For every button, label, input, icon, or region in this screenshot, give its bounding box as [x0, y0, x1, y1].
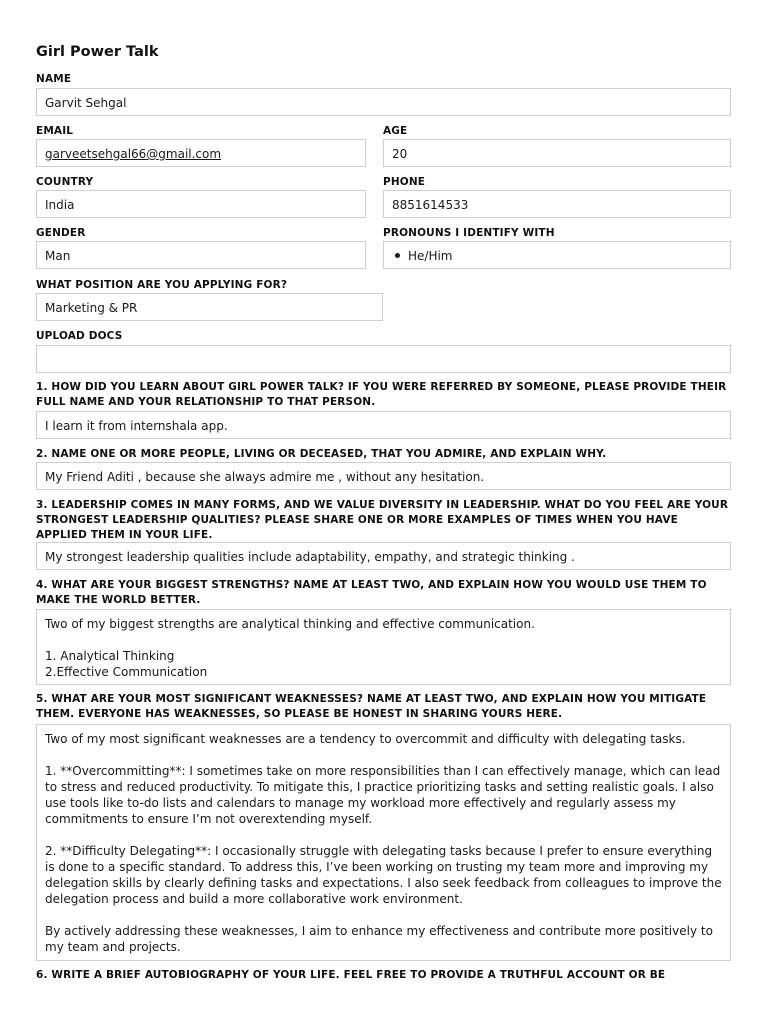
country-label: COUNTRY [36, 176, 94, 188]
age-field[interactable]: 20 [383, 139, 731, 167]
position-label: WHAT POSITION ARE YOU APPLYING FOR? [36, 279, 288, 291]
country-field[interactable]: India [36, 190, 366, 218]
pronouns-value: He/Him [408, 249, 453, 263]
gender-label: GENDER [36, 227, 86, 239]
application-form [36, 0, 731, 1024]
upload-field[interactable] [36, 345, 731, 373]
name-field[interactable]: Garvit Sehgal [36, 88, 731, 116]
question-5-label: 5. WHAT ARE YOUR MOST SIGNIFICANT WEAKNESSES? NAME AT LEAST TWO, AND EXPLAIN HOW YOU MITIGATE THEM. EVERYONE HAS WEAKNESSES, SO PLEASE BE HONEST IN SHARING YOURS HERE. [36, 693, 707, 720]
position-field[interactable]: Marketing & PR [36, 293, 383, 321]
pronouns-field[interactable] [383, 241, 731, 269]
question-2-label: 2. NAME ONE OR MORE PEOPLE, LIVING OR DECEASED, THAT YOU ADMIRE, AND EXPLAIN WHY. [36, 448, 607, 460]
email-field[interactable] [36, 139, 366, 167]
gender-field[interactable]: Man [36, 241, 366, 269]
question-6-label: 6. WRITE A BRIEF AUTOBIOGRAPHY OF YOUR LIFE. FEEL FREE TO PROVIDE A TRUTHFUL ACCOUNT OR BE [36, 969, 666, 981]
phone-field[interactable]: 8851614533 [383, 190, 731, 218]
pronouns-label: PRONOUNS I IDENTIFY WITH [383, 227, 555, 239]
age-label: AGE [383, 125, 408, 137]
question-2-answer[interactable]: My Friend Aditi , because she always admire me , without any hesitation. [36, 462, 731, 490]
upload-label: UPLOAD DOCS [36, 330, 123, 342]
bullet-icon [395, 253, 400, 258]
form-title: Girl Power Talk [36, 44, 159, 60]
question-4-answer[interactable]: Two of my biggest strengths are analytical thinking and effective communication. 1. Analytical Thinking 2.Effective Communication [36, 609, 731, 685]
question-3-label: 3. LEADERSHIP COMES IN MANY FORMS, AND WE VALUE DIVERSITY IN LEADERSHIP. WHAT DO YOU FEEL ARE YOUR STRONGEST LEADERSHIP QUALITIES? PLEASE SHARE ONE OR MORE EXAMPLES OF TIMES WHEN YOU HAVE APPLIED THEM IN YOUR LIFE. [36, 499, 729, 541]
phone-label: PHONE [383, 176, 426, 188]
email-link[interactable]: garveetsehgal66@gmail.com [45, 147, 222, 161]
name-label: NAME [36, 73, 72, 85]
question-1-label: 1. HOW DID YOU LEARN ABOUT GIRL POWER TALK? IF YOU WERE REFERRED BY SOMEONE, PLEASE PROVIDE THEIR FULL NAME AND YOUR RELATIONSHIP TO THAT PERSON. [36, 381, 727, 408]
question-1-answer[interactable]: I learn it from internshala app. [36, 411, 731, 439]
email-label: EMAIL [36, 125, 74, 137]
question-4-label: 4. WHAT ARE YOUR BIGGEST STRENGTHS? NAME AT LEAST TWO, AND EXPLAIN HOW YOU WOULD USE THEM TO MAKE THE WORLD BETTER. [36, 579, 707, 606]
question-5-answer[interactable]: Two of my most significant weaknesses are a tendency to overcommit and difficulty with delegating tasks. 1. **Overcommitting**: I sometimes take on more responsibilities than I can effectively manage, which can lead to stress and reduced productivity. To mitigate this, I practice prioritizing tasks and setting realistic goals. I also use tools like to-do lists and calendars to manage my workload more effectively and regularly assess my commitments to ensure I’m not overextending myself. 2. **Difficulty Delegating**: I occasionally struggle with delegating tasks because I prefer to ensure everything is done to a specific standard. To address this, I’ve been working on trusting my team more and improving my delegation skills by clearly defining tasks and expectations. I also seek feedback from colleagues to improve the delegation process and build a more collaborative work environment. By actively addressing these weaknesses, I aim to enhance my effectiveness and contribute more positively to my team and projects. [36, 724, 731, 961]
question-3-answer[interactable]: My strongest leadership qualities include adaptability, empathy, and strategic thinking . [36, 542, 731, 570]
